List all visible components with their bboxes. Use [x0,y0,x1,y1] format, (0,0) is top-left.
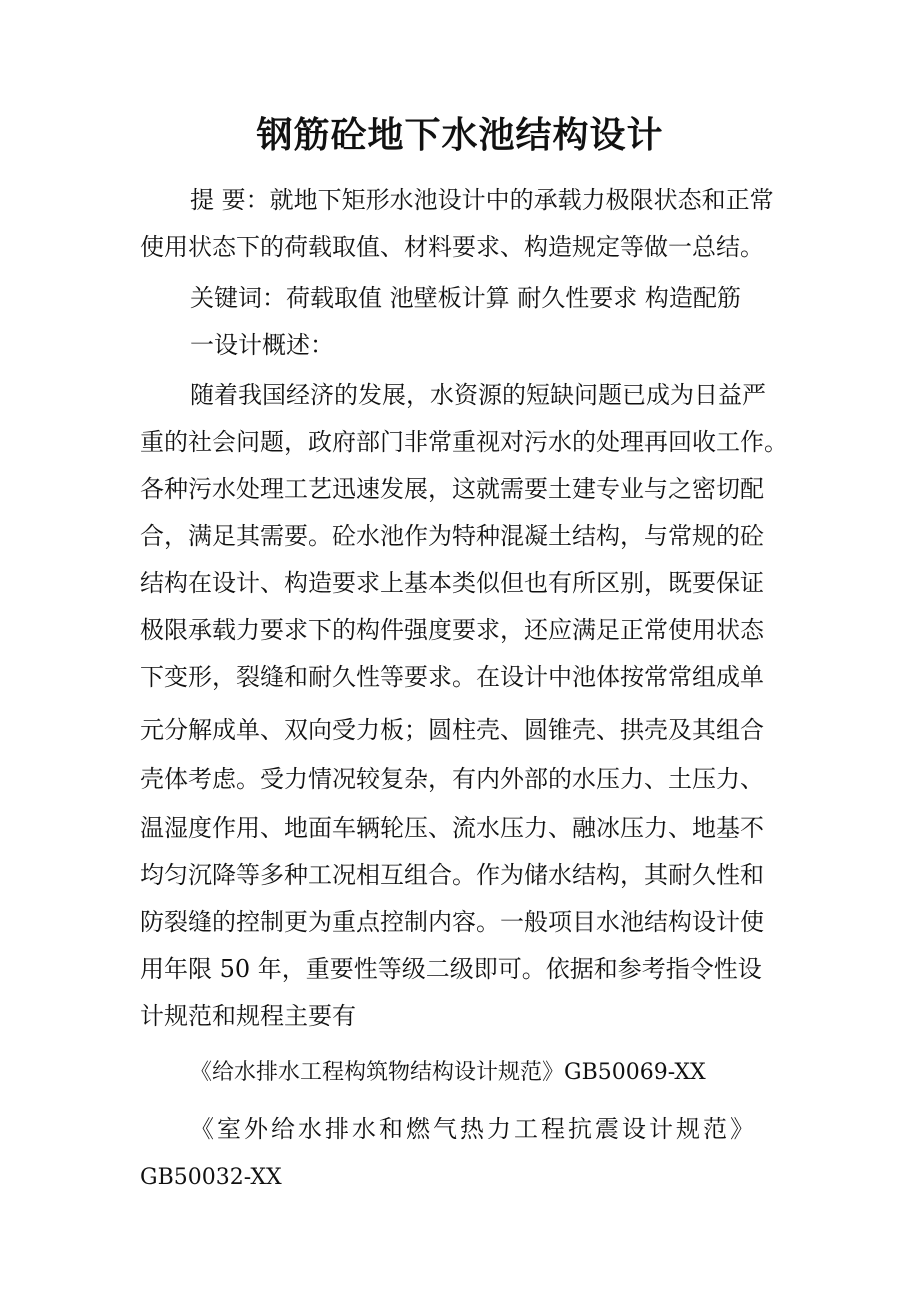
body-line: 用年限 50 年，重要性等级二级即可。依据和参考指令性设 [140,955,762,983]
standard-reference: 《室外给水排水和燃气热力工程抗震设计规范》 [190,1115,757,1143]
body-line: 防裂缝的控制更为重点控制内容。一般项目水池结构设计使 [140,908,764,936]
body-line: 元分解成单、双向受力板；圆柱壳、圆锥壳、拱壳及其组合 [140,716,764,744]
body-line: 均匀沉降等多种工况相互组合。作为储水结构，其耐久性和 [140,861,764,889]
body-line: 合，满足其需要。砼水池作为特种混凝土结构，与常规的砼 [140,522,764,550]
body-line: 壳体考虑。受力情况较复杂，有内外部的水压力、土压力、 [140,765,764,793]
body-line: 重的社会问题，政府部门非常重视对污水的处理再回收工作。 [140,428,788,456]
abstract-line-1: 提 要：就地下矩形水池设计中的承载力极限状态和正常 [190,186,774,214]
body-line: 温湿度作用、地面车辆轮压、流水压力、融冰压力、地基不 [140,814,764,842]
standard-reference: 《给水排水工程构筑物结构设计规范》GB50069-XX [190,1060,706,1085]
body-line: 极限承载力要求下的构件强度要求，还应满足正常使用状态 [140,616,764,644]
section-heading: 一设计概述： [190,331,334,359]
body-line: 结构在设计、构造要求上基本类似但也有所区别，既要保证 [140,569,764,597]
document-title: 钢筋砼地下水池结构设计 [256,115,664,156]
abstract-line-2: 使用状态下的荷载取值、材料要求、构造规定等做一总结。 [140,233,764,261]
body-line: 随着我国经济的发展，水资源的短缺问题已成为日益严 [190,381,766,409]
standard-code: GB50032-XX [140,1165,282,1190]
body-line: 下变形，裂缝和耐久性等要求。在设计中池体按常常组成单 [140,663,764,691]
keywords-line: 关键词：荷载取值 池壁板计算 耐久性要求 构造配筋 [190,284,741,312]
body-line: 计规范和规程主要有 [140,1002,356,1030]
body-line: 各种污水处理工艺迅速发展，这就需要土建专业与之密切配 [140,475,764,503]
